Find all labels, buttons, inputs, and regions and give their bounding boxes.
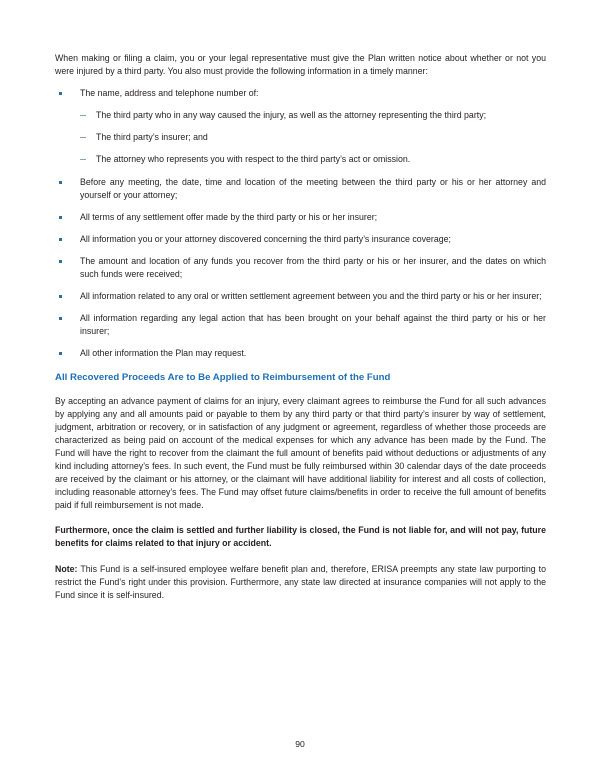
section-heading: All Recovered Proceeds Are to Be Applied to Reimbursement of the Fund xyxy=(55,371,391,383)
sub-list-item-label: The third party who in any way caused the injury, as well as the attorney representing the third party; xyxy=(96,110,487,121)
sub-list-item xyxy=(80,131,546,144)
list-item-label: The amount and location of any funds you recover from the third party or his or her insurer, and the dates on which such funds were received; xyxy=(80,255,546,280)
list-item xyxy=(55,312,546,338)
page-number: 90 xyxy=(295,739,305,749)
list-item-label: All other information the Plan may request. xyxy=(80,348,247,359)
note-body: This Fund is a self-insured employee welfare benefit plan and, therefore, ERISA preempts any state law purporting to restrict the Fund’s right under this provision. Furthermore, any state law directed at insurance companies will not apply to the Fund since it is self-insured. xyxy=(55,563,546,600)
list-item-label: All information you or your attorney discovered concerning the third party’s insurance coverage; xyxy=(80,233,451,244)
square-bullet-icon xyxy=(59,92,62,95)
square-bullet-icon xyxy=(59,216,62,219)
sub-list-item-label: The attorney who represents you with respect to the third party’s act or omission. xyxy=(96,154,411,165)
requirements-list xyxy=(55,87,546,360)
dash-bullet-icon xyxy=(80,159,86,160)
square-bullet-icon xyxy=(59,295,62,298)
list-item xyxy=(55,255,546,281)
list-item-label: Before any meeting, the date, time and location of the meeting between the third party or his or her attorney and yourself or your attorney; xyxy=(80,176,546,200)
square-bullet-icon xyxy=(59,317,62,320)
emphasis-paragraph: Furthermore, once the claim is settled and further liability is closed, the Fund is not liable for, and will not pay, future benefits for claims related to that injury or accident. xyxy=(55,525,546,549)
list-item-label: All information regarding any legal action that has been brought on your behalf against the third party or his or her insurer; xyxy=(80,313,546,337)
list-item xyxy=(55,87,546,166)
sub-list-item xyxy=(80,153,546,166)
sub-list xyxy=(80,109,546,166)
list-item-label: All terms of any settlement offer made by the third party or his or her insurer; xyxy=(80,211,378,222)
dash-bullet-icon xyxy=(80,137,86,138)
list-item xyxy=(55,347,546,360)
list-item xyxy=(55,211,546,224)
list-item xyxy=(55,176,546,202)
note-paragraph xyxy=(55,563,546,602)
square-bullet-icon xyxy=(59,260,62,263)
square-bullet-icon xyxy=(59,238,62,241)
list-item-label: The name, address and telephone number of: xyxy=(80,88,259,99)
section-paragraph: By accepting an advance payment of claims for an injury, every claimant agrees to reimburse the Fund for all such advances by applying any and all amounts paid or payable to them by any third party or that third party’s insurer by way of settlement, judgment, arbitration or recovery, or in satisfaction of any judgment or agreement, regardless of whether those proceeds are characterized as being paid on account of the medical expenses for which any advance has been made by the Fund. The Fund will have the right to recover from the claimant the full amount of benefits paid without deductions or adjustments of any kind including attorney’s fees. In such event, the Fund must be fully reimbursed within 30 calendar days of the date proceeds are received by the claimant or his attorney, or the claimant will have additional liability for interest and all costs of collection, including reasonable attorney’s fees. The Fund may offset future claims/benefits in order to receive the full amount of benefits paid if full reimbursement is not made. xyxy=(55,395,546,511)
list-item xyxy=(55,290,546,303)
intro-paragraph: When making or filing a claim, you or your legal representative must give the Plan written notice about whether or not you were injured by a third party. You also must provide the following information in a timely manner: xyxy=(55,53,546,77)
list-item xyxy=(55,233,546,246)
sub-list-item-label: The third party’s insurer; and xyxy=(96,132,208,143)
note-label: Note: xyxy=(55,563,78,574)
list-item-label: All information related to any oral or written settlement agreement between you and the third party or his or her insurer; xyxy=(80,291,542,302)
page-content xyxy=(55,52,546,602)
dash-bullet-icon xyxy=(80,115,86,116)
square-bullet-icon xyxy=(59,181,62,184)
square-bullet-icon xyxy=(59,352,62,355)
sub-list-item xyxy=(80,109,546,122)
